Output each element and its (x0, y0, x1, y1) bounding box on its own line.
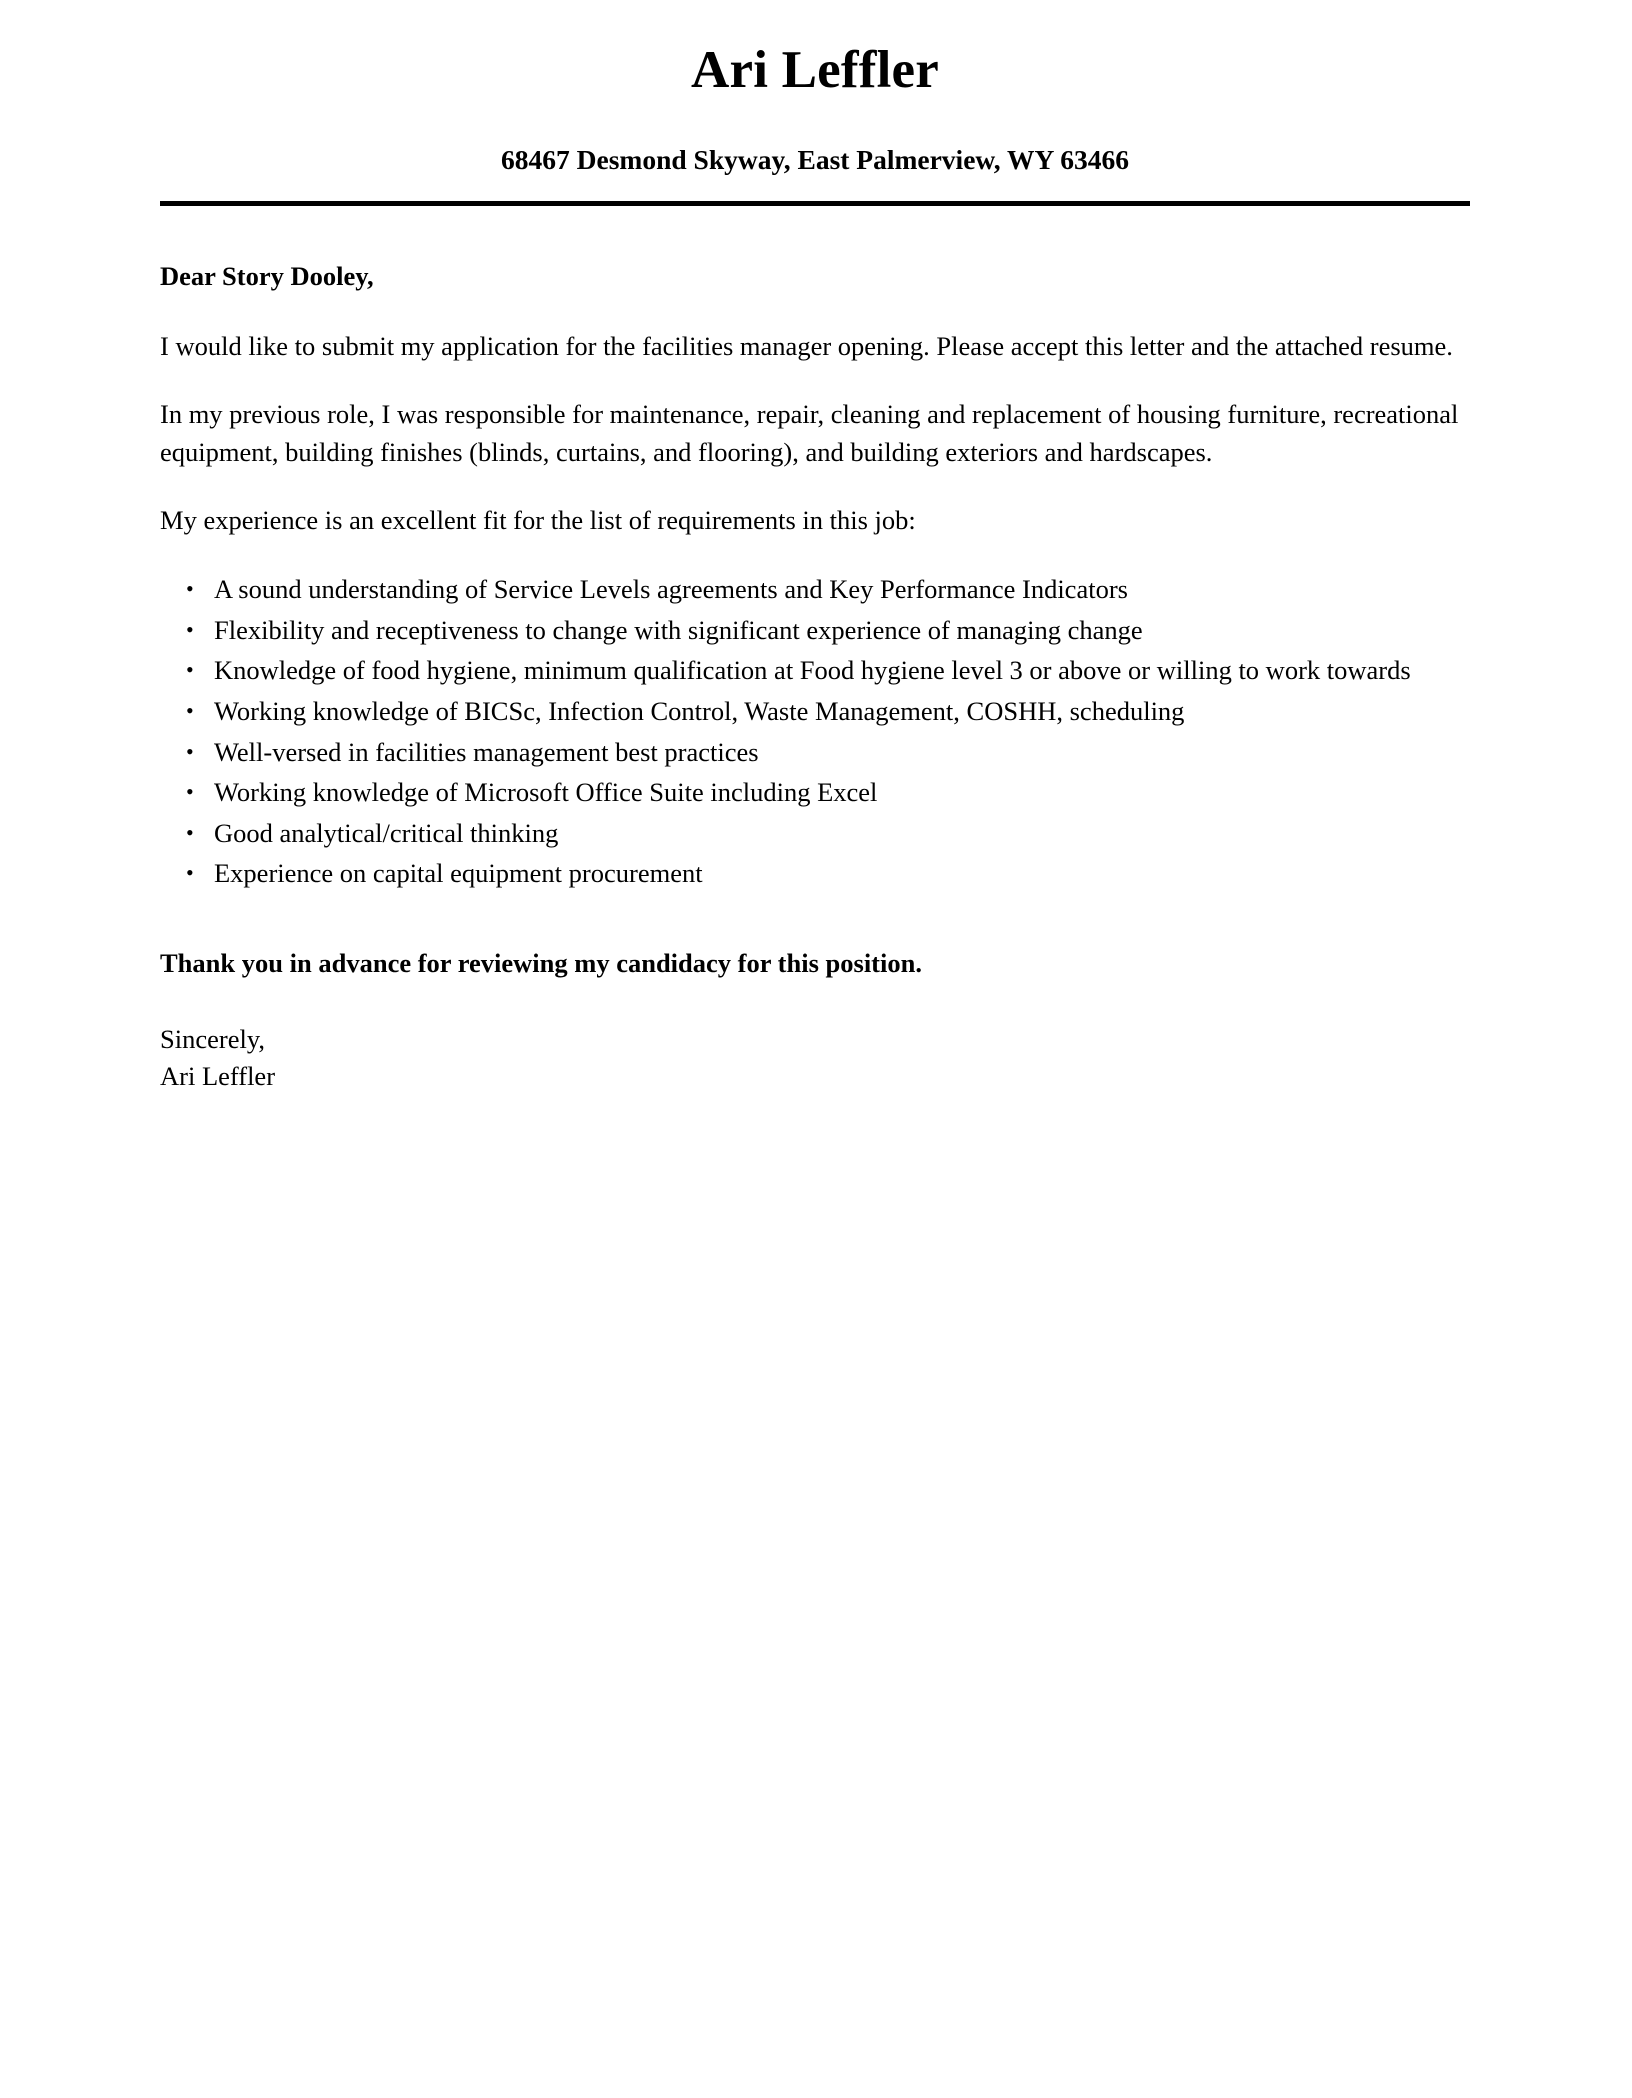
sender-name: Ari Leffler (691, 41, 939, 99)
list-item: • Working knowledge of BICSc, Infection Control, Waste Management, COSHH, scheduling (214, 693, 1470, 731)
list-item: • Knowledge of food hygiene, minimum qualification at Food hygiene level 3 or above or willing to work towards (214, 652, 1470, 690)
paragraph-requirements-lead: My experience is an excellent fit for the list of requirements in this job: (160, 505, 916, 536)
list-item: • Working knowledge of Microsoft Office Suite including Excel (214, 774, 1470, 812)
closing-statement: Thank you in advance for reviewing my candidacy for this position. (160, 948, 922, 979)
letter-content (160, 206, 1470, 1096)
salutation: Dear Story Dooley, (160, 260, 374, 291)
list-item: • A sound understanding of Service Levels agreements and Key Performance Indicators (214, 571, 1470, 609)
paragraph-intro: I would like to submit my application for the facilities manager opening. Please accept this letter and the attached resume. (160, 330, 1453, 361)
list-item: • Good analytical/critical thinking (214, 815, 1470, 853)
letterhead (160, 0, 1470, 206)
sender-address: 68467 Desmond Skyway, East Palmerview, WY 63466 (501, 143, 1129, 175)
paragraph-experience: In my previous role, I was responsible for maintenance, repair, cleaning and replacement of housing furniture, recreational equipment, building finishes (blinds, curtains, and flooring), and building exteriors and hardscapes. (160, 399, 1459, 467)
requirements-list (160, 571, 1470, 893)
list-item: • Flexibility and receptiveness to change with significant experience of managing change (214, 612, 1470, 650)
signature-name: Ari Leffler (160, 1061, 276, 1092)
list-item: • Experience on capital equipment procurement (214, 855, 1470, 893)
cover-letter-body (160, 0, 1470, 1096)
signature-block (160, 1021, 1470, 1096)
list-item: • Well-versed in facilities management best practices (214, 734, 1470, 772)
valediction: Sincerely, (160, 1023, 265, 1054)
